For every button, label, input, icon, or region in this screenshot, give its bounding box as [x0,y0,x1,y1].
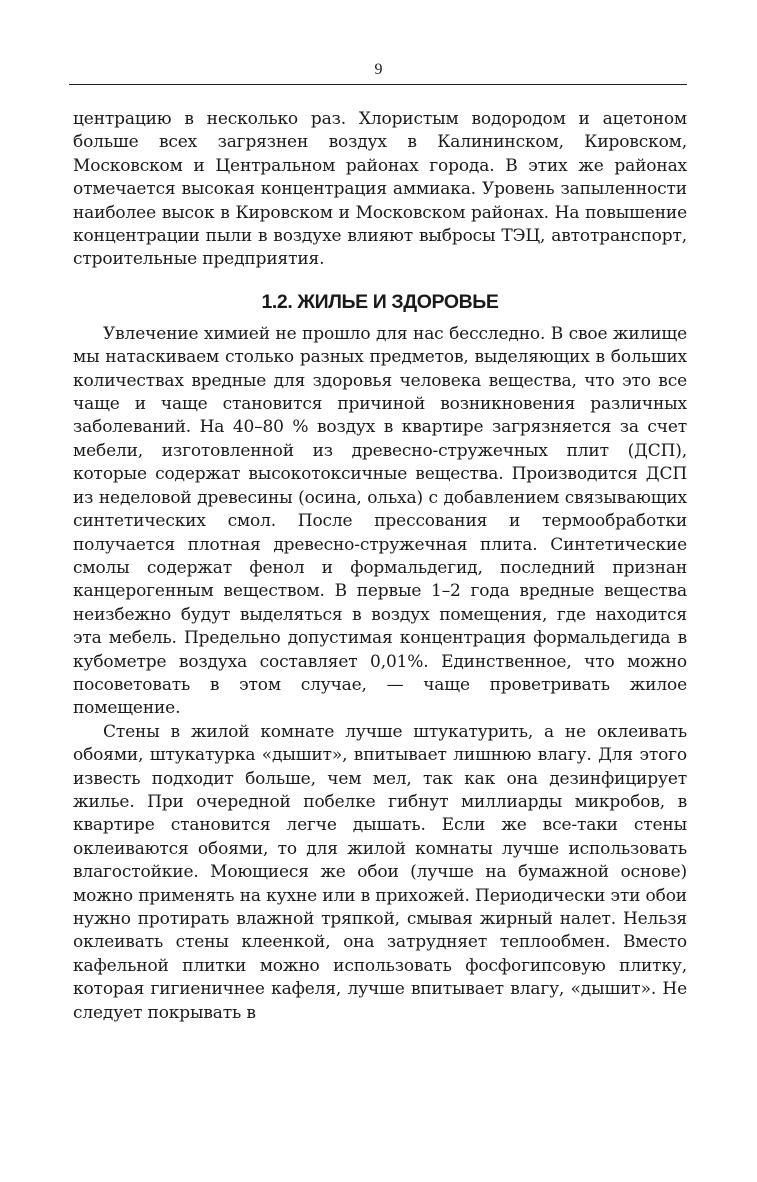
paragraph-1: Увлечение химией не прошло для нас бесследно. В свое жилище мы натаскиваем столько разных предметов, выделяющих в больших количествах вредные для здоровья человека вещества, что это все чаще и чаще становится причиной возникновения различных заболеваний. На 40–80 % воздух в квартире загрязняется за счет мебели, изготовленной из древесно-стружечных плит (ДСП), которые содержат высокотоксичные вещества. Производится ДСП из неделовой древесины (осина, ольха) с добавлением связывающих синтетических смол. После прессования и термообработки получается плотная древесно-стружечная плита. Синтетические смолы содержат фенол и формальдегид, последний признан канцерогенным веществом. В первые 1–2 года вредные вещества неизбежно будут выделяться в воздух помещения, где находится эта мебель. Предельно допустимая концентрация формальдегида в кубометре воздуха составляет 0,01%. Единственное, что можно посоветовать в этом случае, — чаще проветривать жилое помещение. [73,323,687,719]
continuation-paragraph: центрацию в несколько раз. Хлористым водородом и ацетоном больше всех загрязнен воздух в Калининском, Кировском, Московском и Центральном районах города. В этих же районах отмечается высокая концентрация аммиака. Уровень запыленности наиболее высок в Кировском и Московском районах. На повышение концентрации пыли в воздухе влияют выбросы ТЭЦ, автотранспорт, строительные предприятия. [73,109,687,270]
section-heading: 1.2. ЖИЛЬЕ И ЗДОРОВЬЕ [261,290,499,313]
paragraph-2: Стены в жилой комнате лучше штукатурить, а не оклеивать обоями, штукатурка «дышит», впитывает лишнюю влагу. Для этого известь подходит больше, чем мел, так как она дезинфицирует жилье. При очередной побелке гибнут миллиарды микробов, в квартире становится легче дышать. Если же все-таки стены оклеиваются обоями, то для жилой комнаты лучше использовать влагостойкие. Моющиеся же обои (лучше на бумажной основе) можно применять на кухне или в прихожей. Периодически эти обои нужно протирать влажной тряпкой, смывая жирный налет. Нельзя оклеивать стены клеенкой, она затрудняет теплообмен. Вместо кафельной плитки можно использовать фосфогипсовую плитку, которая гигиеничнее кафеля, лучше впитывает влагу, «дышит». Не следует покрывать в [73,721,687,1023]
page-body [73,108,687,1025]
page-number: 9 [374,61,383,78]
header-rule [69,84,687,85]
